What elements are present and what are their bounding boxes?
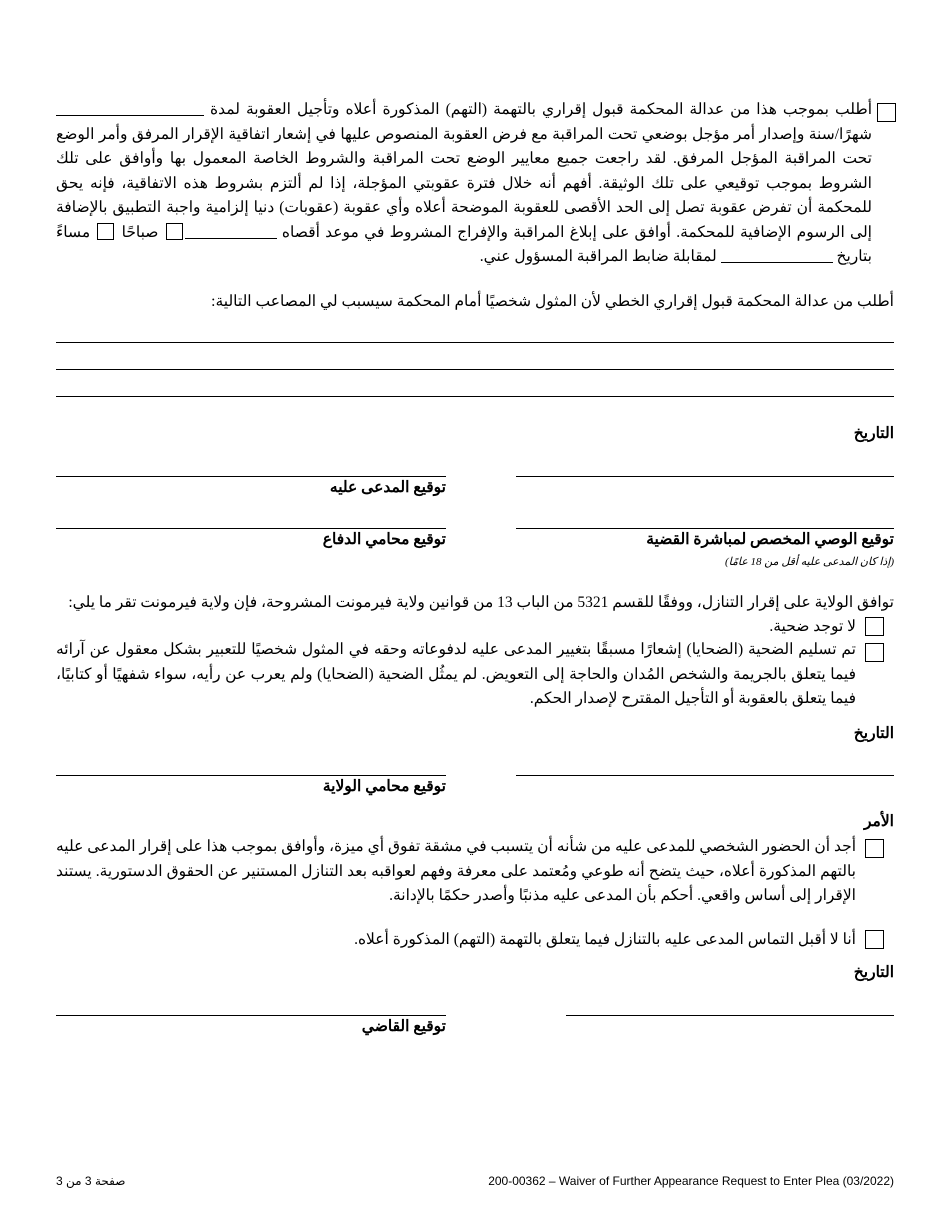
pm-checkbox[interactable]	[97, 223, 114, 240]
hardship-line-1[interactable]	[56, 342, 894, 343]
order-accept-text: أجد أن الحضور الشخصي للمدعى عليه من شأنه أن يتسبب في مشقة تفوق أي ميزة، وأوافق بموجب هذا على إقرار المدعى عليه بالتهم المذكورة أعلاه، حيث يتضح أنه طوعي ومُعتمد على معرفة وفهم لعواقبه بعد التنازل المستنير عن الحقوق الدستورية. يستند الإقرار إلى أساس واقعي. أحكم بأن المدعى عليه مذنبًا وأصدر حكمًا بالإدانة.	[56, 838, 856, 904]
plea-text-3: لمقابلة ضابط المراقبة المسؤول عني.	[479, 248, 721, 265]
order-reject-checkbox[interactable]	[865, 930, 884, 949]
order-heading: الأمر	[863, 813, 894, 830]
plea-text-2: شهرًا/سنة وإصدار أمر مؤجل بوضعي تحت المراقبة مع فرض العقوبة المنصوص عليها في إشعار اتفاقية الإقرار المرفق وأمر الوضع تحت المراقبة المؤجل المرفق. لقد راجعت جميع معايير الوضع تحت المراقبة والشروط الخاصة المعمول بها وأوافق على تلك الشروط بموجب توقيعي على تلك الوثيقة. أفهم أنه خلال فترة عقوبتي المؤجلة، إذا لم ألتزم بشروط هذه الاتفاقية، فإنه يحق للمحكمة أن تفرض عقوبة تصل إلى الحد الأقصى للعقوبة الموضحة أعلاه وأي عقوبة (عقوبات) دنيا إلزامية واجبة التطبيق بالإضافة إلى الرسوم الإضافية للمحكمة. أوافق على إبلاغ المراقبة والإفراج المشروط في موعد أقصاه	[56, 125, 872, 241]
guardian-signature-line[interactable]	[516, 528, 894, 529]
footer-form-id: 200-00362 – Waiver of Further Appearance Request to Enter Plea (03/2022)	[488, 1174, 894, 1188]
defendant-date-line[interactable]	[516, 476, 894, 477]
defense-attorney-signature-label: توقيع محامي الدفاع	[322, 531, 446, 548]
no-victim-label: لا توجد ضحية.	[769, 618, 856, 635]
defendant-signature-label: توقيع المدعى عليه	[329, 479, 446, 496]
am-checkbox[interactable]	[166, 223, 183, 240]
plea-text-1: أطلب بموجب هذا من عدالة المحكمة قبول إقراري بالتهمة (التهم) المذكورة أعلاه وتأجيل العقوبة لمدة	[204, 101, 872, 118]
judge-signature-line[interactable]	[56, 1015, 446, 1016]
hardship-request: أطلب من عدالة المحكمة قبول إقراري الخطي لأن المثول شخصيًا أمام المحكمة سيسبب لي المصاعب التالية:	[211, 293, 894, 310]
am-label: صباحًا	[116, 223, 164, 241]
report-date-field[interactable]	[721, 247, 833, 263]
state-attorney-signature-label: توقيع محامي الولاية	[322, 778, 446, 795]
state-attorney-signature-line[interactable]	[56, 775, 446, 776]
order-reject-text: أنا لا أقبل التماس المدعى عليه بالتنازل فيما يتعلق بالتهمة (التهم) المذكورة أعلاه.	[354, 931, 856, 948]
no-victim-checkbox[interactable]	[865, 617, 884, 636]
hardship-line-3[interactable]	[56, 396, 894, 397]
order-accept-checkbox[interactable]	[865, 839, 884, 858]
date-label-judge: التاريخ	[853, 964, 894, 981]
judge-signature-label: توقيع القاضي	[361, 1018, 446, 1035]
state-intro: توافق الولاية على إقرار التنازل، ووفقًا للقسم 5321 من الباب 13 من قوانين ولاية فيرمونت المشروحة، فإن ولاية فيرمونت تقر ما يلي:	[68, 594, 894, 611]
date-label-defendant: التاريخ	[853, 425, 894, 442]
state-date-line[interactable]	[516, 775, 894, 776]
pm-label: مساءً بتاريخ	[56, 223, 872, 265]
victim-notified-checkbox[interactable]	[865, 643, 884, 662]
deferral-period-field[interactable]	[56, 100, 204, 116]
defendant-signature-line[interactable]	[56, 476, 446, 477]
guardian-signature-label: توقيع الوصي المخصص لمباشرة القضية	[646, 531, 894, 548]
guardian-note: (إذا كان المدعى عليه أقل من 18 عامًا)	[724, 556, 894, 568]
judge-date-line[interactable]	[566, 1015, 894, 1016]
date-label-state: التاريخ	[853, 725, 894, 742]
report-time-field[interactable]	[185, 223, 277, 239]
plea-checkbox[interactable]	[877, 103, 896, 122]
plea-paragraph	[56, 98, 872, 270]
victim-notified-text: تم تسليم الضحية (الضحايا) إشعارًا مسبقًا بتغيير المدعى عليه لدفوعاته وحقه في المثول شخصيًا للتعبير بشكل معقول عن آرائه فيما يتعلق بالجريمة والشخص المُدان والحاجة إلى التعويض. لم يمثُل الضحية (الضحايا) ولم يعرب عن رأيه، سواء شفهيًا أو كتابيًا، فيما يتعلق بالعقوبة أو التأجيل المقترح لإصدار الحكم.	[56, 641, 856, 707]
footer-page-number: صفحة 3 من 3	[56, 1174, 126, 1188]
defense-attorney-signature-line[interactable]	[56, 528, 446, 529]
hardship-line-2[interactable]	[56, 369, 894, 370]
